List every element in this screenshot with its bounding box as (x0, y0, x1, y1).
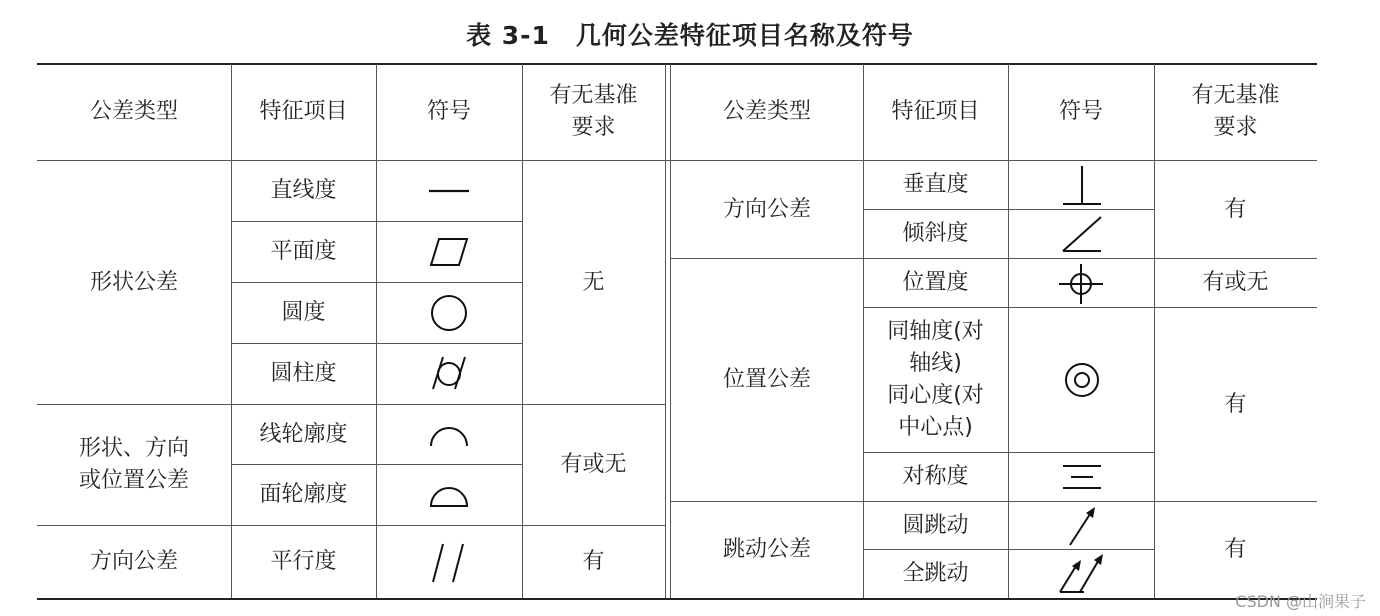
straightness-icon (429, 176, 469, 206)
tolerance-type-orientation: 方向公差 (89, 549, 178, 574)
header-datum (1154, 64, 1317, 160)
concentricity-icon (1063, 361, 1101, 399)
tolerance-type-runout: 跳动公差 (722, 537, 811, 562)
angularity-icon (1061, 213, 1103, 255)
feature-line-profile: 线轮廓度 (259, 421, 348, 447)
datum-position: 有或无 (1202, 270, 1269, 295)
symmetry-icon (1061, 460, 1103, 494)
header-symbol: 符号 (1058, 99, 1103, 124)
tolerance-type-position: 位置公差 (722, 367, 811, 392)
header-datum-line1: 有无基准 (1191, 83, 1280, 108)
feature-perpendicularity: 垂直度 (902, 172, 969, 197)
feature-circular-runout: 圆跳动 (902, 512, 969, 538)
total-runout-icon (1056, 552, 1108, 596)
datum-runout: 有 (1224, 537, 1247, 562)
feature-total-runout: 全跳动 (902, 561, 969, 586)
type-line2: 或位置公差 (78, 468, 189, 493)
feature-straightness: 直线度 (270, 178, 337, 203)
tolerance-type-form-orientation-position (37, 405, 231, 525)
header-symbol: 符号 (426, 99, 471, 124)
datum-form: 无 (582, 269, 605, 295)
datum-position-rest: 有 (1224, 391, 1247, 417)
datum-orientation: 有 (1224, 196, 1247, 222)
type-line1: 形状、方向 (78, 436, 189, 461)
cylindricity-icon (427, 355, 471, 393)
table-title: 表 3-1 几何公差特征项目名称及符号 (466, 21, 914, 50)
flatness-icon (429, 237, 469, 267)
feature-flatness: 平面度 (270, 239, 337, 264)
feature-symmetry: 对称度 (902, 464, 969, 489)
feature-surface-profile: 面轮廓度 (259, 482, 348, 507)
header-feature: 特征项目 (259, 99, 348, 124)
header-tolerance-type: 公差类型 (89, 99, 178, 124)
header-tolerance-type: 公差类型 (722, 99, 811, 124)
header-feature: 特征项目 (891, 99, 980, 124)
perpendicularity-icon (1061, 164, 1103, 208)
circular-runout-icon (1066, 505, 1098, 547)
center-double-rule (665, 64, 666, 598)
surface-profile-icon (429, 480, 469, 510)
header-datum-line2: 要求 (1213, 115, 1258, 140)
header-datum-line1: 有无基准 (549, 83, 638, 108)
tolerance-type-orientation: 方向公差 (722, 196, 811, 222)
parallelism-icon (431, 542, 467, 584)
tolerance-type-form: 形状公差 (89, 269, 178, 295)
feature-line: 同轴度(对 (887, 319, 984, 344)
feature-position: 位置度 (902, 270, 969, 295)
feature-angularity: 倾斜度 (902, 221, 969, 246)
feature-concentricity (863, 308, 1008, 452)
table-bottom-rule (37, 598, 1317, 600)
datum-profile: 有或无 (560, 452, 627, 477)
feature-line: 中心点) (898, 415, 973, 440)
watermark: CSDN @山涧果子 (1235, 592, 1366, 611)
header-datum-line2: 要求 (571, 115, 616, 140)
line-profile-icon (429, 420, 469, 450)
feature-circularity: 圆度 (281, 300, 326, 325)
feature-line: 同心度(对 (887, 383, 984, 408)
feature-line: 轴线) (909, 351, 962, 376)
circularity-icon (429, 294, 469, 332)
header-datum (522, 64, 665, 160)
feature-parallelism: 平行度 (270, 549, 337, 574)
feature-cylindricity: 圆柱度 (270, 361, 337, 386)
datum-parallelism: 有 (582, 549, 605, 574)
position-icon (1057, 262, 1105, 306)
